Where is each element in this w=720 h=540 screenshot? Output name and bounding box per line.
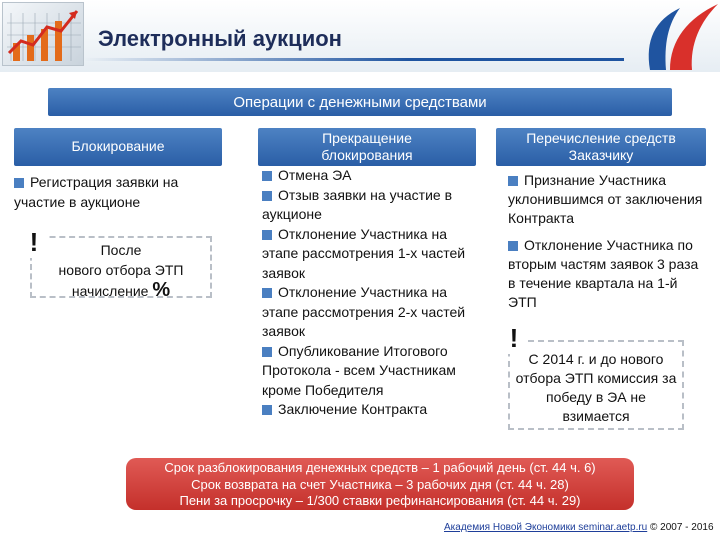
blocking-note: После нового отбора ЭТП начисление %: [30, 236, 212, 298]
bullet-icon: [508, 176, 518, 186]
bullet-icon: [262, 405, 272, 415]
blocking-list: [14, 172, 228, 212]
exclamation-icon: !: [22, 226, 46, 258]
list-item: Регистрация заявки на участие в аукционе: [14, 174, 179, 210]
commission-note: С 2014 г. и до нового отбора ЭТП комиссия за победу в ЭА не взимается: [508, 340, 684, 430]
unblocking-heading-line1: Прекращение: [322, 129, 412, 146]
transfer-list-item-2: Отклонение Участника по вторым частям заявок 3 раза в течение квартала на 1-й ЭТП: [508, 237, 699, 310]
header: [0, 0, 720, 72]
blocking-heading: Блокирование: [14, 128, 222, 166]
transfer-heading-line2: Заказчику: [568, 147, 634, 163]
deadlines-info-box: Срок разблокирования денежных средств – 1 рабочий день (ст. 44 ч. 6) Срок возврата на счет Участника – 3 рабочих дня (ст. 44 ч. 28) Пени за просрочку – 1/300 ставки рефинансирования (ст. 44 ч. 29): [126, 458, 634, 510]
unblocking-heading-line2: блокирования: [321, 147, 413, 163]
transfer-heading-line1: Перечисление средств: [526, 129, 676, 146]
list-item: Опубликование Итогового Протокола - всем Участникам кроме Победителя: [262, 342, 456, 398]
bullet-icon: [14, 178, 24, 188]
growth-chart-logo: [2, 2, 84, 66]
list-item: Отклонение Участника на этапе рассмотрения 2-х частей заявок: [262, 284, 466, 339]
bullet-icon: [262, 347, 272, 357]
exclamation-icon: !: [502, 322, 526, 354]
bullet-icon: [262, 171, 272, 181]
bullet-icon: [262, 288, 272, 298]
list-item: Заключение Контракта: [262, 400, 482, 420]
bullet-icon: [508, 241, 518, 251]
copyright: © 2007 - 2016: [650, 522, 714, 533]
bullet-icon: [262, 191, 272, 201]
transfer-list-item-1: Признание Участника уклонившимся от заключения Контракта: [508, 172, 703, 226]
list-item: Отзыв заявки на участие в аукционе: [262, 186, 453, 222]
list-item: Отмена ЭА: [262, 166, 482, 186]
list-item: Отклонение Участника на этапе рассмотрения 1-х частей заявок: [262, 225, 466, 281]
header-divider: [84, 58, 624, 61]
transfer-heading: [496, 128, 706, 166]
percent-sign: %: [152, 279, 171, 301]
swoosh-decoration: [600, 0, 720, 72]
unblocking-list: [262, 166, 482, 420]
unblocking-heading: [258, 128, 476, 166]
footer: [444, 522, 714, 533]
operations-banner: Операции с денежными средствами: [48, 88, 672, 116]
academy-link[interactable]: Академия Новой Экономики seminar.aetp.ru: [444, 522, 648, 533]
page-title: Электронный аукцион: [98, 26, 342, 51]
bullet-icon: [262, 230, 272, 240]
